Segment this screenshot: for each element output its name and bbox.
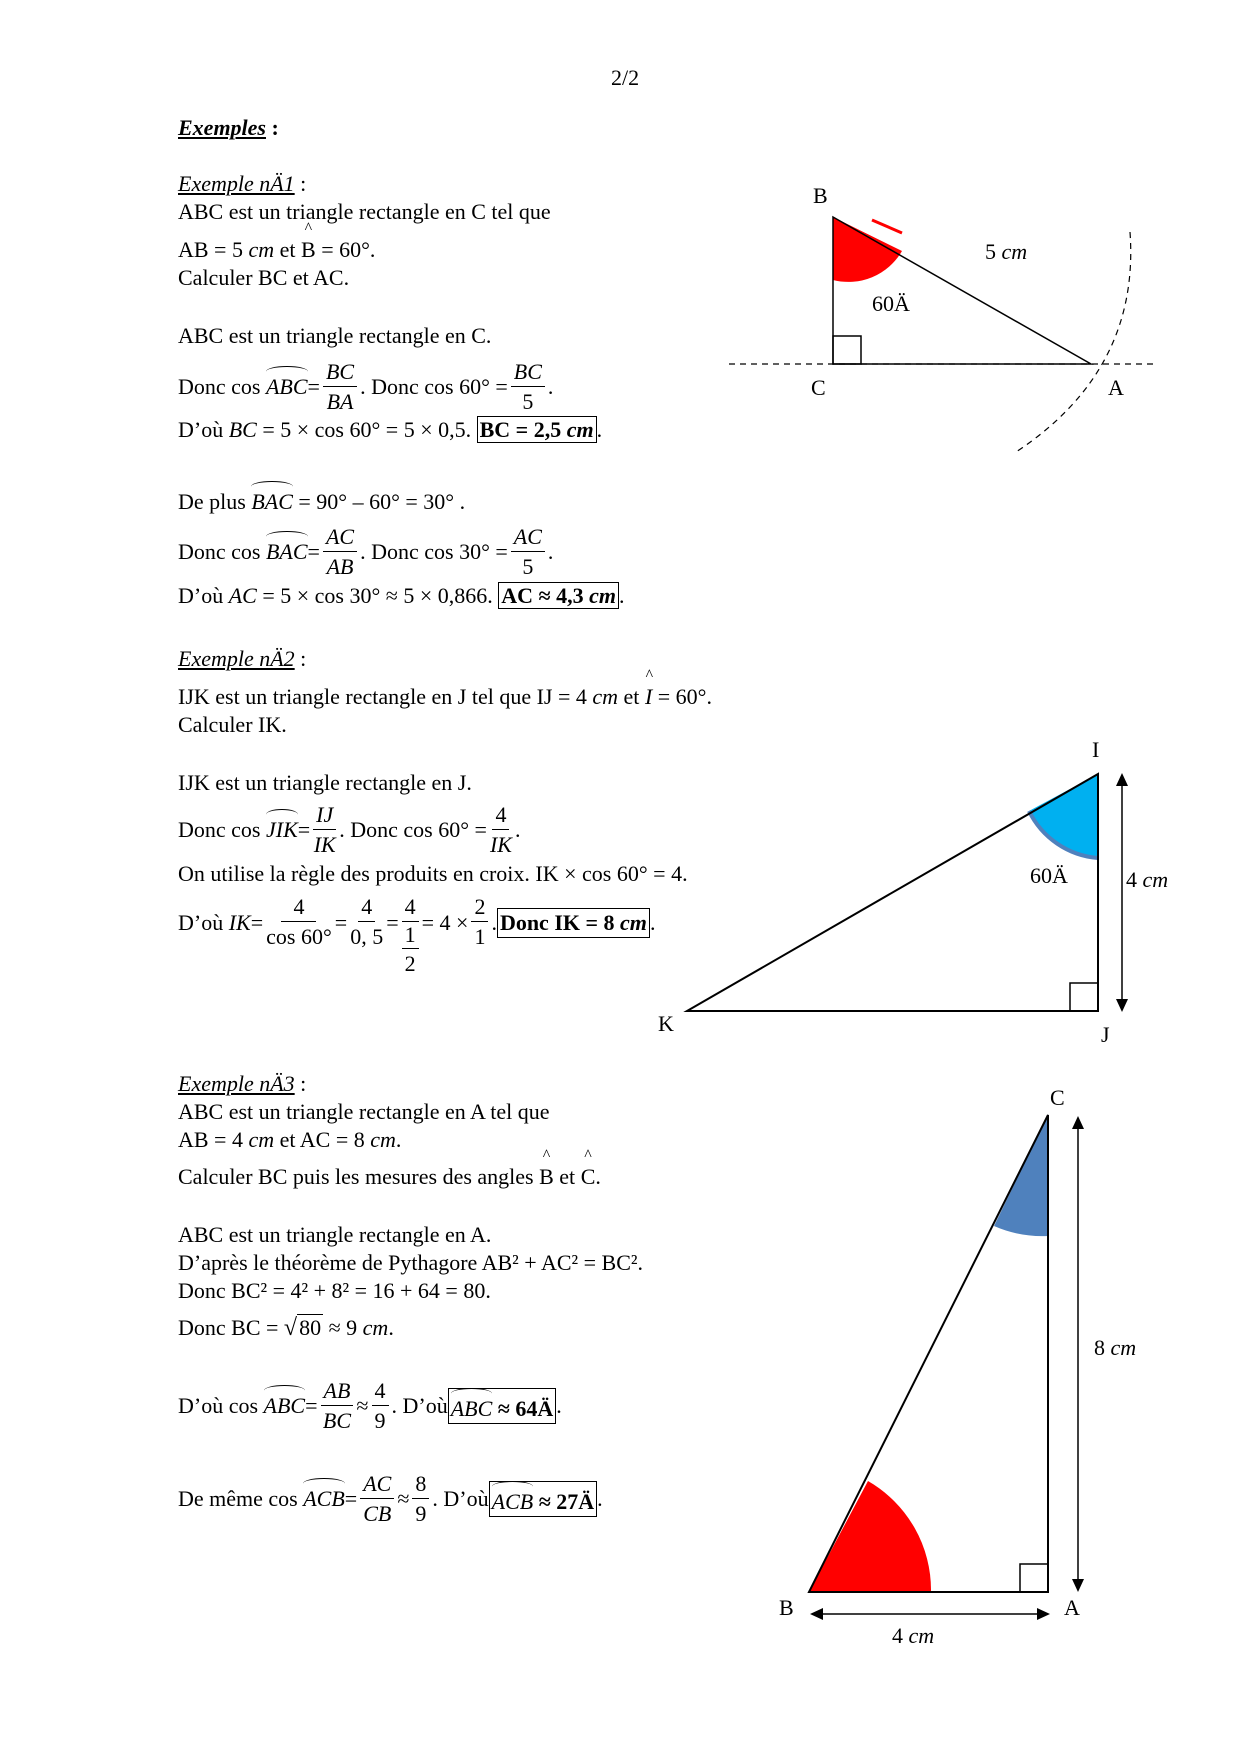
fig3-arrow-up (1072, 1116, 1084, 1129)
fig2-arrow-down (1116, 999, 1128, 1012)
fig3-label-b: B (779, 1595, 794, 1620)
ex3-l9b: . D’où (432, 1486, 489, 1511)
fig1-label-a: A (1108, 375, 1124, 400)
ex1-l5eq: = (307, 374, 320, 399)
ex2-frac1-den: IK (313, 831, 336, 857)
figure1-triangle (729, 217, 1155, 452)
fig1-lencm: cm (1001, 239, 1028, 264)
ex2-frac5-den-num: 1 (402, 922, 419, 949)
ex1-frac2-num: BC (511, 358, 545, 387)
ex2-angle-i: ^ I (644, 667, 653, 709)
ex3-l2a: AB = 4 (178, 1127, 249, 1152)
ex1-l2cm: cm (248, 237, 275, 262)
ex2-l6eq: = (250, 910, 264, 935)
heading-text: Exemples (178, 115, 266, 140)
ex2-l4a: Donc cos (178, 817, 261, 842)
fig2-label-k: K (658, 1011, 674, 1036)
ex1-l6a: D’où (178, 417, 229, 442)
ex1-l2B: B (301, 237, 316, 262)
ex2-frac3-den: cos 60° (266, 924, 332, 949)
ex3-line7: Donc BC = √80 ≈ 9 cm. (178, 1315, 394, 1341)
ex3-title-text: Exemple nÄ3 (178, 1071, 295, 1096)
ex2-frac4-den: 0, 5 (350, 924, 384, 949)
ex3-frac1-num: AB (321, 1377, 354, 1406)
ex1-line1: ABC est un triangle rectangle en C tel que (178, 199, 551, 224)
ex2-line3: IJK est un triangle rectangle en J. (178, 770, 472, 795)
fig3-len2: 4 (892, 1623, 909, 1648)
ex1-angle-b: ^ B (301, 220, 316, 262)
ex1-l9b: = 5 × cos 30° ≈ 5 × 0,866. (256, 583, 499, 608)
fig1-label-angle: 60Ä (872, 291, 910, 316)
fig2-label-length (1126, 868, 1168, 892)
ex2-line2: Calculer IK. (178, 712, 287, 737)
ex2-l6c: . (649, 910, 656, 935)
ex3-l9c: . (597, 1486, 603, 1511)
ex1-l6c: . (596, 417, 603, 442)
ex3-frac1-den: BC (322, 1407, 352, 1433)
ex3-frac4-num: 8 (412, 1470, 429, 1499)
fig2-label-j: J (1101, 1022, 1110, 1047)
ex3-l9acb: ACB (303, 1486, 345, 1511)
fig3-label-length-ac (1094, 1336, 1136, 1360)
ex2-frac2-den: IK (489, 831, 512, 857)
ex2-l6eq3: = (386, 910, 399, 935)
ex1-l7a: De plus (178, 489, 252, 514)
ex3-angle-b: ^ B (539, 1147, 554, 1189)
ex3-frac3-num: AC (360, 1470, 394, 1499)
fig2-lencm: cm (1142, 867, 1169, 892)
ex3-line5: D’après le théorème de Pythagore AB² + AC² = BC². (178, 1250, 643, 1275)
fig3-right-angle (1020, 1564, 1048, 1592)
ex3-l8a: D’où cos (178, 1393, 259, 1418)
ex2-frac6-den: 1 (474, 924, 486, 949)
ex1-frac3-den: AB (326, 553, 354, 579)
ex3-line4: ABC est un triangle rectangle en A. (178, 1222, 492, 1247)
ex3-line1: ABC est un triangle rectangle en A tel que (178, 1099, 550, 1124)
ex3-l8approx: ≈ (356, 1393, 369, 1418)
ex1-l5a: Donc cos (178, 374, 261, 399)
ex1-l5c: . (547, 374, 554, 399)
ex3-frac2-den: 9 (374, 1407, 386, 1433)
fig3-label-c: C (1050, 1085, 1065, 1110)
ex2-l6b: . (491, 910, 497, 935)
ex1-l8c: . (547, 539, 554, 564)
figure2-triangle (687, 773, 1128, 1012)
ex2-l4jik: JIK (265, 817, 298, 842)
fig3-len1: 8 (1094, 1335, 1111, 1360)
fig3-label-length-ab (892, 1624, 934, 1648)
ex1-l9c: . (619, 583, 625, 608)
ex3-l8c: . (556, 1393, 562, 1418)
ex2-l1b: et (618, 684, 645, 709)
ex1-line4: ABC est un triangle rectangle en C. (178, 323, 492, 348)
ex2-frac5-num: 4 (402, 893, 419, 922)
ex3-l9approx: ≈ (397, 1486, 410, 1511)
ex2-l6a: D’où (178, 910, 224, 935)
page-number: 2/2 (611, 65, 640, 90)
fig1-red-mark (872, 220, 902, 233)
ex3-l3C: C (580, 1164, 596, 1189)
fig1-label-length (985, 240, 1027, 264)
fig3-arrow-left (810, 1608, 823, 1620)
ex1-l8bac: BAC (265, 539, 308, 564)
ex1-l8eq: = (307, 539, 320, 564)
ex3-l3B: B (539, 1164, 554, 1189)
fig2-right-angle (1070, 983, 1098, 1011)
ex2-l1I: I (644, 684, 653, 709)
ex3-sqrt: 80 (299, 1315, 322, 1340)
ex3-l8boxb: ≈ 64Ä (492, 1396, 554, 1421)
ex3-l2c: . (395, 1127, 402, 1152)
ex3-frac3-den: CB (363, 1500, 392, 1526)
fig1-angle-b-fill (833, 217, 902, 282)
fig3-triangle-outline (809, 1115, 1048, 1592)
fig2-label-i: I (1092, 737, 1100, 762)
ex3-l2cm: cm (248, 1127, 275, 1152)
fig1-compass-arc (1016, 232, 1131, 452)
ex3-l2b: et AC = 8 (274, 1127, 371, 1152)
ex1-frac4-den: 5 (522, 553, 534, 579)
ex1-l8a: Donc cos (178, 539, 261, 564)
ex2-l1a: IJK est un triangle rectangle en J tel que IJ = 4 (178, 684, 593, 709)
ex2-l6eq4: = 4 × (421, 910, 469, 935)
ex2-frac5-den-den: 2 (404, 951, 416, 976)
heading-colon: : (266, 115, 279, 140)
ex3-l8boxabc: ABC (450, 1396, 493, 1421)
fig1-label-c: C (811, 375, 826, 400)
ex2-l6eq2: = (334, 910, 348, 935)
ex2-line5: On utilise la règle des produits en croix. IK × cos 60° = 4. (178, 861, 688, 886)
ex1-l6box: BC = 2,5 (479, 417, 567, 442)
fig2-arrow-up (1116, 773, 1128, 786)
ex3-l7b: ≈ 9 (323, 1315, 363, 1340)
ex3-l9a: De même cos (178, 1486, 298, 1511)
ex3-l9boxacb: ACB (491, 1489, 534, 1514)
ex3-title: Exemple nÄ3 : (178, 1071, 307, 1096)
ex2-frac1-num: IJ (313, 801, 336, 830)
ex2-title-text: Exemple nÄ2 (178, 646, 295, 671)
ex3-frac2-num: 4 (372, 1377, 389, 1406)
ex1-l9boxcm: cm (589, 583, 617, 608)
ex1-l7bac: BAC (251, 489, 293, 514)
ex1-l7b: = 90° – 60° = 30° . (292, 489, 466, 514)
fig3-arrow-right (1037, 1608, 1050, 1620)
ex3-l3c: . (595, 1164, 601, 1189)
ex2-frac3-num: 4 (281, 893, 316, 922)
ex2-frac6-num: 2 (471, 893, 488, 922)
ex2-frac4-num: 4 (358, 893, 375, 922)
ex1-frac1-num: BC (323, 358, 357, 387)
ex1-l9a: D’où (178, 583, 229, 608)
ex1-l2a: AB = 5 (178, 237, 249, 262)
ex3-l7cm: cm (362, 1315, 389, 1340)
fig3-angle-b-fill (809, 1481, 931, 1592)
ex2-frac2-num: 4 (492, 801, 509, 830)
fig2-label-angle: 60Ä (1030, 863, 1068, 888)
ex1-frac2-den: 5 (522, 388, 534, 414)
fig3-label-a: A (1064, 1595, 1080, 1620)
ex3-l9boxb: ≈ 27Ä (533, 1489, 595, 1514)
ex2-l4b: . Donc cos 60° = (339, 817, 487, 842)
ex3-angle-c: ^ C (580, 1147, 596, 1189)
ex1-line3: Calculer BC et AC. (178, 265, 350, 290)
ex3-l8b: . D’où (391, 1393, 448, 1418)
ex1-frac1-den: BA (326, 388, 354, 414)
ex1-l6bc: BC (228, 417, 257, 442)
ex3-l7c: . (388, 1315, 394, 1340)
ex3-frac4-den: 9 (415, 1500, 427, 1526)
ex1-title: Exemple nÄ1 : (178, 171, 307, 196)
ex3-line6: Donc BC² = 4² + 8² = 16 + 64 = 80. (178, 1278, 491, 1303)
ex1-frac3-num: AC (323, 523, 357, 552)
ex3-l8abc: ABC (263, 1393, 306, 1418)
ex1-frac4-num: AC (511, 523, 545, 552)
ex2-l6ik: IK (228, 910, 251, 935)
figure3-triangle (809, 1115, 1084, 1620)
ex2-l4c: . (514, 817, 521, 842)
ex2-l6boxcm: cm (620, 910, 647, 935)
ex3-l3a: Calculer BC puis les mesures des angles (178, 1164, 540, 1189)
ex3-l8eq: = (305, 1393, 318, 1418)
ex2-l4eq: = (297, 817, 311, 842)
ex3-l9eq: = (344, 1486, 358, 1511)
ex1-l5abc: ABC (265, 374, 308, 399)
ex1-l2c: = 60°. (315, 237, 376, 262)
ex3-l2cm2: cm (370, 1127, 396, 1152)
ex1-title-text: Exemple nÄ1 (178, 171, 295, 196)
fig2-len: 4 (1126, 867, 1143, 892)
ex1-l9ac: AC (228, 583, 257, 608)
fig1-label-b: B (813, 183, 828, 208)
ex3-l3b: et (553, 1164, 581, 1189)
ex1-l6boxcm: cm (566, 417, 594, 442)
ex2-l1cm: cm (592, 684, 619, 709)
fig3-len2cm: cm (908, 1623, 935, 1648)
fig2-triangle-outline (687, 774, 1098, 1011)
fig3-arrow-down (1072, 1579, 1084, 1592)
ex1-l8b: . Donc cos 30° = (360, 539, 508, 564)
ex2-l6box: Donc IK = 8 (499, 910, 621, 935)
ex1-l9box: AC ≈ 4,3 (501, 583, 590, 608)
fig1-right-angle (833, 336, 861, 364)
ex2-title: Exemple nÄ2 : (178, 646, 307, 671)
ex3-l7a: Donc BC = (178, 1315, 284, 1340)
ex1-l6b: = 5 × cos 60° = 5 × 0,5. (256, 417, 477, 442)
fig1-len: 5 (985, 239, 1002, 264)
ex2-l1c: = 60°. (652, 684, 712, 709)
fig3-len1cm: cm (1110, 1335, 1137, 1360)
ex1-l2b: et (274, 237, 302, 262)
ex1-l5b: . Donc cos 60° = (360, 374, 508, 399)
